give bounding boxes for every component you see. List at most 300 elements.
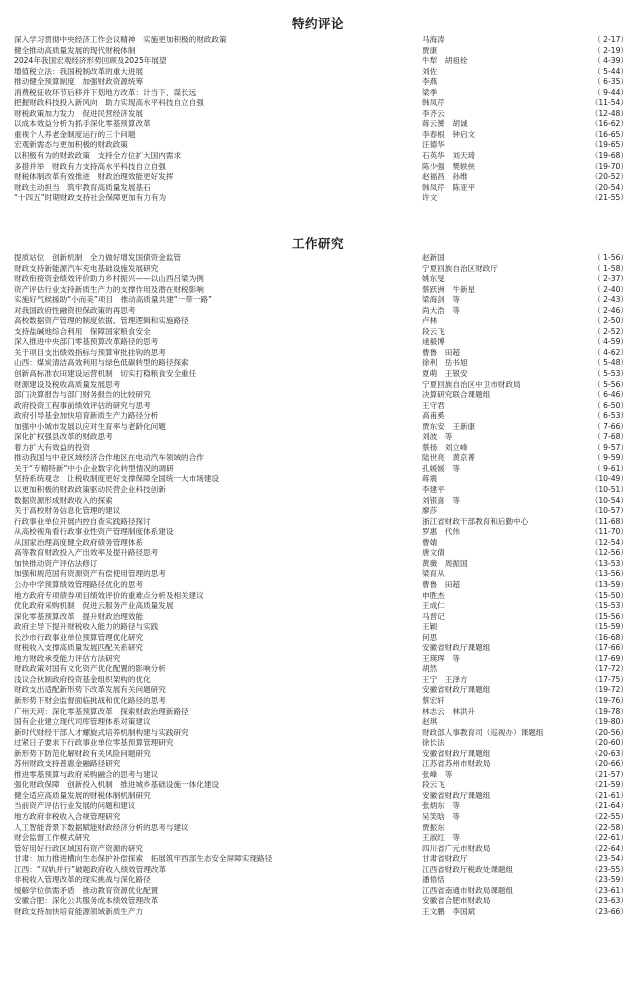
article-title: 缓解学位供需矛盾 推动教育资源优化配置 [14,885,159,895]
page-reference: （22-64） [590,843,628,853]
article-title: 健全推动高质量发展的现代财税体制 [14,45,136,55]
list-item [0,401,636,412]
page-reference: （21-57） [590,769,628,779]
list-item [0,422,636,433]
page-reference: （21-64） [590,801,628,811]
list-item [0,707,636,718]
page-reference: （ 5-53） [593,369,628,379]
article-author: 安徽省财政厅课题组 [422,685,491,695]
article-title: 过紧日子要求下行政事业单位零基预算管理研究 [14,738,174,748]
article-author: 林志云 林洪升 [422,706,476,716]
list-item [0,306,636,317]
page-reference: （11-70） [590,527,628,537]
page-reference: （15-59） [590,622,628,632]
list-item [0,411,636,422]
article-title: 从国家治理高度健全政府债务管理体系 [14,537,144,547]
page-reference: （20-63） [590,748,628,758]
list-item [0,569,636,580]
article-author: 张炳东 等 [422,801,460,811]
article-title: 新形势下财会监督面临挑战和优化路径的思考 [14,695,166,705]
article-title: 甘肃：加力推进横向生态保护补偿探索 拓展筑牢西部生态安全屏障实现路径 [14,854,273,864]
article-author: 贾康 [422,45,438,55]
article-title: 深入推进中央部门零基预算改革路径的思考 [14,337,159,347]
list-item [0,390,636,401]
work-research-list [0,253,636,917]
article-author: 孔媛媛 等 [422,463,460,473]
article-title: 政府主导下提升财税收入能力的路径与实践 [14,622,159,632]
page-reference: （ 9-57） [593,442,628,452]
article-author: 蒋震 [422,474,438,484]
list-item [0,453,636,464]
article-author: 汪德华 [422,140,445,150]
article-title: 公办中学预算绩效管理路径优化的思考 [14,579,144,589]
article-author: 蒋云赟 胡诚 [422,119,468,129]
page-reference: （21-59） [590,780,628,790]
page-reference: （10-54） [590,495,628,505]
list-item [0,833,636,844]
list-item [0,327,636,338]
page-reference: （ 5-48） [593,358,628,368]
article-author: 李建平 [422,485,445,495]
article-title: 以成本效益分析为抓手深化零基预算改革 [14,119,151,129]
list-item [0,654,636,665]
article-author: 卢林 [422,316,438,326]
article-title: 关于“专精特新”中小企业数字化转型情况的调研 [14,463,174,473]
article-author: 黄薇 周振国 [422,558,468,568]
page-reference: （ 4-39） [593,56,628,66]
article-author: 马海涛 [422,35,445,44]
list-item [0,130,636,141]
page-reference: （19-78） [590,706,628,716]
page-reference: （16-62） [590,119,628,129]
article-author: 安徽省财政厅课题组 [422,643,491,653]
list-item [0,264,636,275]
list-item [0,432,636,443]
article-author: 财政部人事教育司（巡视办）课题组 [422,727,544,737]
list-item [0,538,636,549]
list-item [0,907,636,918]
list-item [0,717,636,728]
article-author: 潘悟恬 [422,875,445,885]
article-author: 蔡跃洲 牛新星 [422,284,476,294]
article-title: 坚持系统观念 让税收制度更好支撑保障全国统一大市场建设 [14,474,220,484]
article-title: 财税体制改革有效推进 财政治理效能更好发挥 [14,172,174,182]
page-reference: （ 9-44） [593,87,628,97]
list-item [0,358,636,369]
article-title: 财政政策对国有文化资产优化配置的影响分析 [14,664,166,674]
list-item [0,823,636,834]
section-title-work-research: 工作研究 [291,236,344,251]
page-reference: （16-65） [590,129,628,139]
article-author: 贾东安 王新康 [422,421,476,431]
article-title: 把握财政科技投入新风向 助力实现高水平科技自立自强 [14,98,204,108]
article-author: 高甫奚 [422,411,445,421]
list-item [0,77,636,88]
page-reference: （23-54） [590,854,628,864]
article-author: 罗惠 代伟 [422,527,460,537]
article-author: 吴笑晗 等 [422,811,460,821]
article-title: 财税政策加力发力 促进民营经济发展 [14,108,144,118]
article-author: 李燕 [422,77,438,87]
page-reference: （ 4-62） [593,347,628,357]
article-author: 李齐云 [422,108,445,118]
article-author: 江苏省苏州市财政局 [422,759,491,769]
article-title: 新时代财经干部人才螺旋式培养机制构建与实践研究 [14,727,189,737]
list-item [0,183,636,194]
article-author: 四川省广元市财政局 [422,843,491,853]
article-title: 实施好气候援助“小而美”项目 推动高质量共建“一带一路” [14,295,212,305]
article-author: 曹鲁 田超 [422,347,460,357]
page-reference: （17-72） [590,664,628,674]
page-reference: （22-58） [590,822,628,832]
list-item [0,875,636,886]
list-item [0,580,636,591]
article-author: 李春根 钟启文 [422,129,476,139]
page-reference: （ 7-68） [593,432,628,442]
page-reference: （19-76） [590,695,628,705]
list-item [0,162,636,173]
list-item [0,738,636,749]
page-reference: （ 1-58） [593,263,628,273]
article-title: 山西：煤炭清洁高效利用与绿色低碳转型的路径探索 [14,358,189,368]
article-title: 消费税征收环节后移并下划地方改革：计当下、谋长远 [14,87,197,97]
article-title: 优化政府采购机制 促进云服务产业高质量发展 [14,601,174,611]
article-title: 财政支出适配新形势下改革发展有关问题研究 [14,685,166,695]
article-title: 推进零基预算与政府采购融合的思考与建议 [14,769,159,779]
article-title: 关于高校财务信息化管理的建议 [14,506,121,516]
list-item [0,643,636,654]
list-item [0,380,636,391]
article-title: 宏观新需态与更加积极的财政政策 [14,140,128,150]
list-item [0,151,636,162]
list-item [0,109,636,120]
article-author: 江西省南通市财政局课题组 [422,885,514,895]
article-author: 徐长法 [422,738,445,748]
list-item [0,527,636,538]
special-commentary-list [0,35,636,204]
list-item [0,844,636,855]
article-title: 广州天河：深化零基预算改革 探索财政治理新路径 [14,706,189,716]
article-title: 重视个人养老金制度运行的三个问题 [14,129,136,139]
page-reference: （ 2-46） [593,305,628,315]
article-title: 地方政府专项债券项目绩效评价的重难点分析及相关建议 [14,590,204,600]
page-reference: （20-54） [590,182,628,192]
page-reference: （23-63） [590,896,628,906]
list-item [0,443,636,454]
page-reference: （ 2-19） [593,45,628,55]
article-author: 许文 [422,193,438,203]
page-reference: （ 1-56） [593,253,628,262]
article-author: 徐利 岳书旭 [422,358,468,368]
list-item [0,548,636,559]
page-reference: （ 6-35） [593,77,628,87]
article-author: 江西省财政厅税政处课题组 [422,864,514,874]
article-author: 赵新国 [422,253,445,262]
list-item [0,506,636,517]
page-reference: （15-50） [590,590,628,600]
page-reference: （23-59） [590,875,628,885]
article-author: 马晋记 [422,611,445,621]
article-author: 决算研究联合课题组 [422,390,491,400]
page-reference: （10-51） [590,485,628,495]
article-title: 行政事业单位开展内控自查实践路径探讨 [14,516,151,526]
article-author: 王成仁 [422,601,445,611]
list-item [0,67,636,78]
list-item [0,172,636,183]
list-item [0,865,636,876]
section-title-special-commentary: 特约评论 [291,16,344,31]
list-item [0,612,636,623]
article-author: 王颖 [422,622,438,632]
article-title: 安徽合肥：深化公共服务成本绩效管理改革 [14,896,159,906]
page-reference: （17-66） [590,643,628,653]
article-author: 梁季 [422,87,438,97]
list-item [0,675,636,686]
article-author: 韩凤芹 [422,98,445,108]
article-title: 多措并举 财政有力支持高水平科技自立自强 [14,161,166,171]
list-item [0,88,636,99]
page-reference: （16-68） [590,632,628,642]
article-title: 资产评估行业支持新质生产力的支撑作用及潜在财税影响 [14,284,204,294]
article-title: 财政支持新能源汽车充电基础设施发展研究 [14,263,159,273]
article-author: 王瑛珲 等 [422,653,460,663]
article-author: 王淑红 等 [422,833,460,843]
article-title: 以积极有为的财政政策 支持全方位扩大国内需求 [14,151,182,161]
page-reference: （ 2-17） [593,35,628,44]
article-title: 深入学习贯彻中央经济工作会议精神 实施更加积极的财政政策 [14,35,227,44]
article-title: 提质站位 创新机制 全力做好增发国债资金监管 [14,253,182,262]
article-title: 非税收入管理改革的现实挑战与深化路径 [14,875,151,885]
list-item [0,253,636,264]
article-author: 梁海剑 等 [422,295,460,305]
list-item [0,812,636,823]
list-item [0,886,636,897]
page-reference: （ 9-59） [593,453,628,463]
article-title: 深化扩权强县改革的财政思考 [14,432,113,442]
article-author: 曹鲁 田超 [422,579,460,589]
article-author: 甘肃省财政厅 [422,854,468,864]
page-reference: （10-49） [590,474,628,484]
article-author: 陈少强 樊轶侠 [422,161,476,171]
page-reference: （ 6-46） [593,390,628,400]
page-reference: （21-61） [590,790,628,800]
article-title: 2024年我国宏观经济形势回顾及2025年展望 [14,56,167,66]
page-reference: （12-48） [590,108,628,118]
list-item [0,559,636,570]
page-reference: （23-55） [590,864,628,874]
article-title: 关于项目支出绩效指标与预算审批挂钩的思考 [14,347,166,357]
article-author: 尚大浩 等 [422,305,460,315]
list-item [0,98,636,109]
page-reference: （12-56） [590,548,628,558]
article-title: 政府引导基金加快培育新质生产力路径分析 [14,411,159,421]
list-item [0,474,636,485]
list-item [0,633,636,644]
list-item [0,337,636,348]
list-item [0,140,636,151]
article-title: 高校数据资产管理的制度依据、管理逻辑和实施路径 [14,316,189,326]
page-reference: （ 2-52） [593,326,628,336]
article-author: 姚东旻 [422,274,445,284]
article-author: 王守君 [422,400,445,410]
list-item [0,517,636,528]
list-item [0,369,636,380]
page-reference: （19-65） [590,140,628,150]
list-item [0,591,636,602]
article-title: 着力扩大有效益的投资 [14,442,90,452]
list-item [0,770,636,781]
article-title: 推动健全预算制度 加强财政资源统筹 [14,77,144,87]
page-reference: （20-56） [590,727,628,737]
article-title: 从高校视角看行政事业性资产管理制度体系建设 [14,527,174,537]
article-author: 梁育从 [422,569,445,579]
article-author: 何思 [422,632,438,642]
article-title: 苏州财政支持普惠金融路径研究 [14,759,121,769]
list-item [0,780,636,791]
article-author: 安徽省财政厅课题组 [422,790,491,800]
article-title: 浅议合伙制政府投资基金组织架构的优化 [14,674,151,684]
article-title: 政府投资工程事前绩效评估的研究与思考 [14,400,151,410]
article-author: 宁夏回族自治区中卫市财政局 [422,379,521,389]
article-title: 财政支持加快培育能源领域新质生产力 [14,906,144,916]
page-reference: （19-70） [590,161,628,171]
list-item [0,295,636,306]
page-reference: （ 2-43） [593,295,628,305]
list-item [0,854,636,865]
article-title: 财会监督工作模式研究 [14,833,90,843]
article-title: 江西：“双轨并行”破题政府收入绩效管理改革 [14,864,167,874]
article-author: 赵福昌 孙维 [422,172,468,182]
article-author: 蔡扬 刘立峰 [422,442,468,452]
article-title: 地方财政承受能力评估方法研究 [14,653,121,663]
page-reference: （ 2-40） [593,284,628,294]
article-author: 赵琪 [422,717,438,727]
page-reference: （13-56） [590,569,628,579]
article-author: 韩凤芹 陈亚平 [422,182,476,192]
article-title: 当前资产评估行业发展的问题和建议 [14,801,136,811]
page-reference: （11-68） [590,516,628,526]
page-reference: （22-55） [590,811,628,821]
article-author: 段云飞 [422,780,445,790]
page-reference: （ 2-37） [593,274,628,284]
article-title: 加快推动资产评估法修订 [14,558,98,568]
article-title: 以更加积极的财政政策驱动民营企业科技创新 [14,485,166,495]
page-reference: （10-57） [590,506,628,516]
article-author: 安徽省合肥市财政局 [422,896,491,906]
list-item [0,193,636,204]
article-title: 人工智能背景下数据赋能财政经济分析的思考与建议 [14,822,189,832]
article-title: 财税收入支撑高质量发展匹配关系研究 [14,643,144,653]
list-item [0,759,636,770]
list-item [0,35,636,46]
list-item [0,348,636,359]
list-item [0,46,636,57]
page-reference: （15-53） [590,601,628,611]
list-item [0,696,636,707]
page-reference: （ 9-61） [593,463,628,473]
page-reference: （23-66） [590,906,628,916]
list-item [0,464,636,475]
list-item [0,56,636,67]
article-title: 深化零基预算改革 提升财政治理效能 [14,611,144,621]
article-author: 陆世亮 黄京菁 [422,453,476,463]
article-title: 强化财政保障 创新投入机制 推进城乡基础设施一体化建设 [14,780,220,790]
page-reference: （23-61） [590,885,628,895]
article-author: 刘佐 [422,66,438,76]
article-author: 逯毅博 [422,337,445,347]
article-author: 胡然 [422,664,438,674]
article-author: 张峰 等 [422,769,453,779]
article-author: 王文鹏 李国斌 [422,906,476,916]
article-author: 廖莎 [422,506,438,516]
article-author: 刘银喜 等 [422,495,460,505]
article-title: 高等教育财政投入产出效率及提升路径思考 [14,548,159,558]
page-reference: （15-56） [590,611,628,621]
page-reference: （22-61） [590,833,628,843]
page-reference: （ 7-66） [593,421,628,431]
page-reference: （20-60） [590,738,628,748]
article-author: 石英华 刘天琦 [422,151,476,161]
list-item [0,664,636,675]
article-title: 财源建设及税收高质量发展思考 [14,379,121,389]
page-reference: （19-72） [590,685,628,695]
page-reference: （11-54） [590,98,628,108]
article-author: 蔡宏轩 [422,695,445,705]
page-reference: （ 6-53） [593,411,628,421]
article-author: 段云飞 [422,326,445,336]
article-title: 推动我国与中亚区域经济合作地区在电动汽车领域的合作 [14,453,204,463]
article-title: 国有企业建立现代司库管理体系对策建议 [14,717,151,727]
page-reference: （13-53） [590,558,628,568]
article-title: 创新高标准农田建设运营机制 切实打稳粮食安全重任 [14,369,197,379]
page-reference: （19-80） [590,717,628,727]
article-title: 健全适应高质量发展的财税体制机制研究 [14,790,151,800]
article-title: 长沙市行政事业单位预算管理优化研究 [14,632,144,642]
list-item [0,685,636,696]
article-title: 对我国政府性融资担保政策的再思考 [14,305,136,315]
list-item [0,316,636,327]
article-author: 曹婧 [422,537,438,547]
list-item [0,119,636,130]
list-item [0,801,636,812]
page-reference: （ 2-50） [593,316,628,326]
list-item [0,601,636,612]
article-author: 唐文倩 [422,548,445,558]
article-author: 刘波 等 [422,432,453,442]
article-title: 支持盐碱地综合利用 保障国家粮食安全 [14,326,151,336]
article-title: “十四五”时期财政支持社会保障更加有力有为 [14,193,167,203]
page-reference: （20-66） [590,759,628,769]
article-title: 新形势下防范化解财政有关风险问题研究 [14,748,151,758]
article-author: 申胜杰 [422,590,445,600]
article-title: 加强和规范国有资源资产有偿使用管理的思考 [14,569,166,579]
list-item [0,791,636,802]
article-title: 财政主动担当 筑牢教育高质量发展基石 [14,182,151,192]
page-reference: （21-55） [590,193,628,203]
article-author: 王宁 王泽方 [422,674,468,684]
article-author: 贾振东 [422,822,445,832]
article-title: 数据资源形成财政收入的探索 [14,495,113,505]
article-title: 部门决算报告与部门财务报告的比较研究 [14,390,151,400]
page-reference: （19-68） [590,151,628,161]
list-item [0,728,636,739]
page-reference: （17-69） [590,653,628,663]
list-item [0,896,636,907]
list-item [0,622,636,633]
list-item [0,285,636,296]
list-item [0,274,636,285]
article-author: 浙江省财政干部教育和后勤中心 [422,516,529,526]
